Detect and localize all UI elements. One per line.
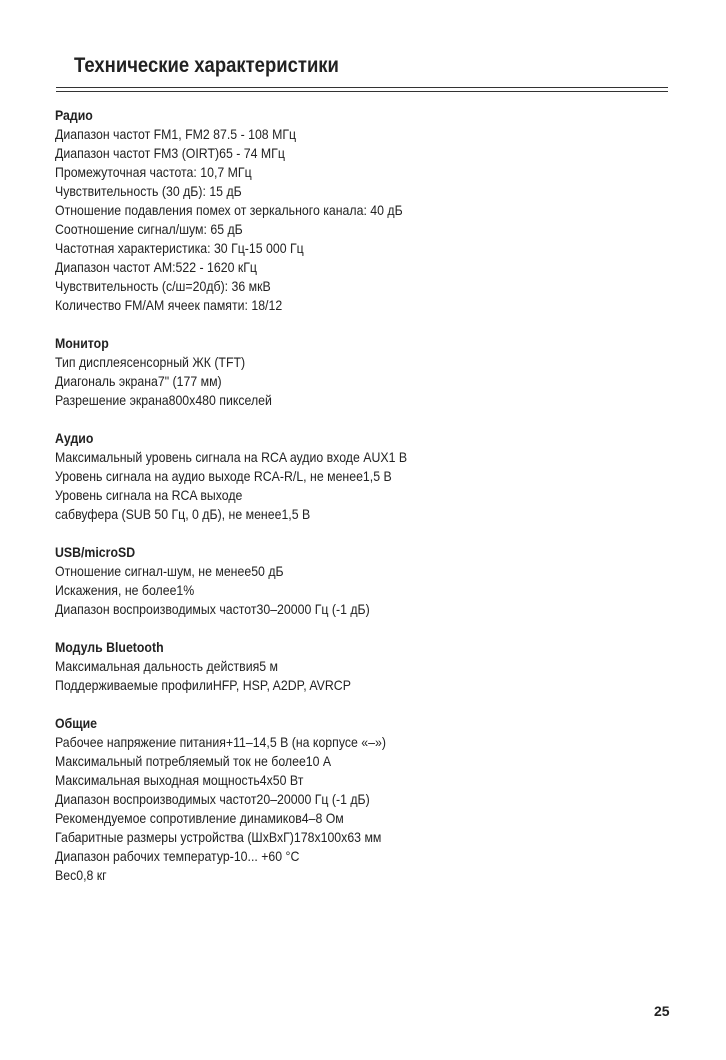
section-usb-microsd (55, 543, 675, 619)
spec-line: Поддерживаемые профилиHFP, HSP, A2DP, AVRCP (55, 677, 351, 693)
spec-line: Диапазон частот АМ:522 - 1620 кГц (55, 259, 257, 275)
spec-line: Отношение подавления помех от зеркального канала: 40 дБ (55, 202, 403, 218)
title-rule-bottom (56, 91, 668, 92)
section-heading: Аудио (55, 430, 94, 446)
section-radio (55, 106, 675, 315)
spec-line: сабвуфера (SUB 50 Гц, 0 дБ), не менее1,5 В (55, 506, 311, 522)
spec-line: Диапазон рабочих температур-10... +60 °С (55, 848, 300, 864)
spec-line: Разрешение экрана800х480 пикселей (55, 392, 272, 408)
spec-line: Диапазон частот FM3 (OIRT)65 - 74 МГц (55, 145, 285, 161)
spec-line: Габаритные размеры устройства (ШхВхГ)178х100х63 мм (55, 829, 382, 845)
spec-line: Максимальный уровень сигнала на RCA аудио входе AUX1 В (55, 449, 408, 465)
spec-line: Отношение сигнал-шум, не менее50 дБ (55, 563, 284, 579)
section-audio (55, 429, 675, 524)
spec-line: Промежуточная частота: 10,7 МГц (55, 164, 252, 180)
spec-line: Максимальная выходная мощность4х50 Вт (55, 772, 304, 788)
spec-line: Частотная характеристика: 30 Гц-15 000 Гц (55, 240, 304, 256)
spec-line: Соотношение сигнал/шум: 65 дБ (55, 221, 243, 237)
section-heading: USB/microSD (55, 544, 136, 560)
spec-line: Диапазон воспроизводимых частот20–20000 Гц (-1 дБ) (55, 791, 370, 807)
spec-line: Диагональ экрана7" (177 мм) (55, 373, 222, 389)
spec-line: Количество FM/AM ячеек памяти: 18/12 (55, 297, 283, 313)
section-heading: Монитор (55, 335, 109, 351)
section-bluetooth (55, 638, 675, 695)
spec-line: Уровень сигнала на RCA выходе (55, 487, 243, 503)
spec-line: Вес0,8 кг (55, 867, 107, 883)
spec-line: Рабочее напряжение питания+11–14,5 В (на корпусе «–») (55, 734, 386, 750)
spec-line: Максимальный потребляемый ток не более10 А (55, 753, 332, 769)
section-monitor (55, 334, 675, 410)
spec-line: Чувствительность (с/ш=20дб): 36 мкВ (55, 278, 271, 294)
title-rule-top (56, 87, 668, 88)
spec-line: Диапазон частот FM1, FM2 87.5 - 108 МГц (55, 126, 297, 142)
spec-line: Чувствительность (30 дБ): 15 дБ (55, 183, 242, 199)
spec-line: Уровень сигнала на аудио выходе RCA-R/L, не менее1,5 В (55, 468, 392, 484)
page-number: 25 (654, 1003, 670, 1019)
spec-content (55, 106, 675, 904)
spec-line: Диапазон воспроизводимых частот30–20000 Гц (-1 дБ) (55, 601, 370, 617)
spec-line: Максимальная дальность действия5 м (55, 658, 279, 674)
spec-line: Рекомендуемое сопротивление динамиков4–8 Ом (55, 810, 344, 826)
page-title: Технические характеристики (74, 54, 339, 77)
section-heading: Общие (55, 715, 98, 731)
spec-line: Искажения, не более1% (55, 582, 195, 598)
section-heading: Радио (55, 107, 93, 123)
section-general (55, 714, 675, 885)
spec-line: Тип дисплеясенсорный ЖК (TFT) (55, 354, 246, 370)
section-heading: Модуль Bluetooth (55, 639, 164, 655)
